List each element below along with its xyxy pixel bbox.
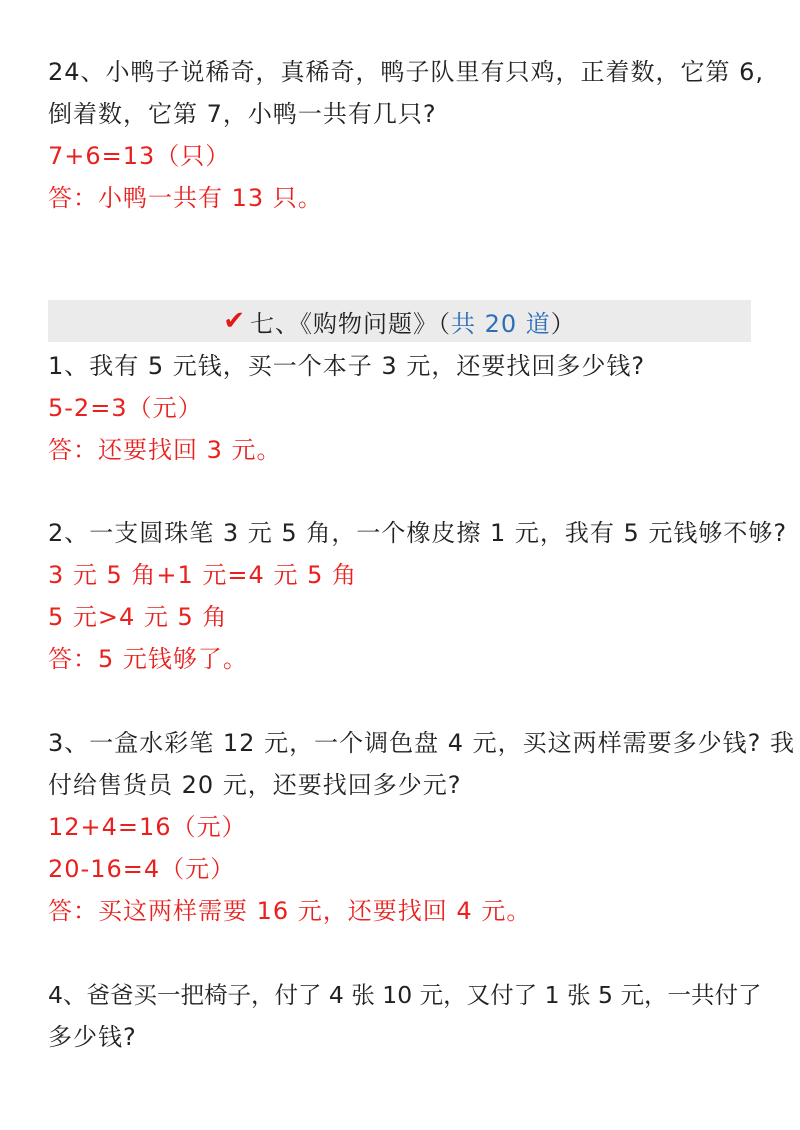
problem-24-answer: 答：小鸭一共有 13 只。 xyxy=(48,184,323,212)
problem-3-calculation-2: 20-16=4（元） xyxy=(48,855,236,883)
problem-24-calculation: 7+6=13（只） xyxy=(48,142,231,170)
problem-4-question-line-2: 多少钱? xyxy=(48,1023,137,1051)
problem-24-question-line-1: 24、小鸭子说稀奇，真稀奇，鸭子队里有只鸡，正着数，它第 6, xyxy=(48,58,765,86)
section-title-close: ） xyxy=(550,309,576,338)
problem-1-question: 1、我有 5 元钱，买一个本子 3 元，还要找回多少钱? xyxy=(48,352,646,380)
section-header-shopping-problems xyxy=(48,300,751,342)
problem-3-question-line-1: 3、一盒水彩笔 12 元，一个调色盘 4 元，买这两样需要多少钱? 我 xyxy=(48,729,795,757)
problem-2-answer: 答：5 元钱够了。 xyxy=(48,645,248,673)
problem-1-answer: 答：还要找回 3 元。 xyxy=(48,436,282,464)
problem-1-calculation: 5-2=3（元） xyxy=(48,394,203,422)
problem-3-question-line-2: 付给售货员 20 元，还要找回多少元? xyxy=(48,771,462,799)
section-count: 共 20 道 xyxy=(451,309,551,338)
problem-24-question-line-2: 倒着数，它第 7，小鸭一共有几只? xyxy=(48,100,437,128)
problem-2-calculation-1: 3 元 5 角+1 元=4 元 5 角 xyxy=(48,561,357,589)
check-mark-icon: ✔ xyxy=(223,306,246,336)
problem-4-question-line-1: 4、爸爸买一把椅子，付了 4 张 10 元，又付了 1 张 5 元，一共付了 xyxy=(48,981,762,1009)
problem-3-calculation-1: 12+4=16（元） xyxy=(48,813,247,841)
problem-3-answer: 答：买这两样需要 16 元，还要找回 4 元。 xyxy=(48,897,532,925)
section-title: 七、《购物问题》（ xyxy=(250,309,451,338)
problem-2-calculation-2: 5 元>4 元 5 角 xyxy=(48,603,228,631)
problem-2-question: 2、一支圆珠笔 3 元 5 角，一个橡皮擦 1 元，我有 5 元钱够不够? xyxy=(48,519,788,547)
